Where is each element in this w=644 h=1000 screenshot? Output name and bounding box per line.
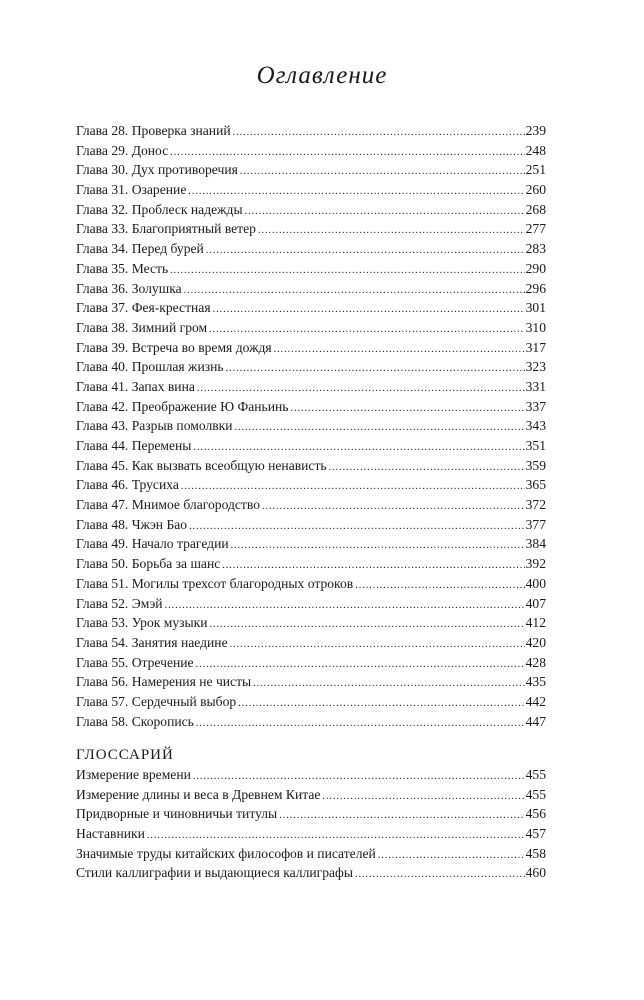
dot-leader: [233, 123, 525, 141]
glossary-entry: [76, 844, 546, 864]
toc-entry: [76, 200, 546, 220]
toc-entry-page-number: 420: [525, 634, 546, 650]
toc-entry-page-number: 251: [525, 162, 546, 178]
toc-entry-page-number: 351: [525, 438, 546, 453]
toc-entry: [76, 338, 546, 358]
toc-entry: [76, 515, 546, 535]
glossary-entry: [76, 824, 546, 844]
dot-leader: [193, 767, 525, 785]
toc-entry-page-number: 296: [525, 280, 546, 296]
dot-leader: [235, 418, 525, 436]
toc-entry-page-number: 337: [525, 398, 546, 414]
dot-leader: [230, 635, 525, 653]
dot-leader: [189, 517, 525, 535]
toc-entry: [76, 436, 546, 456]
dot-leader: [222, 556, 524, 574]
toc-entry: [76, 672, 546, 692]
toc-entry-label: Глава 31. Озарение: [76, 182, 187, 198]
dot-leader: [253, 674, 524, 692]
toc-entry-page-number: 323: [525, 359, 546, 375]
toc-entry-label: Глава 29. Донос: [76, 142, 169, 158]
dot-leader: [238, 694, 524, 712]
toc-entry-page-number: 331: [525, 378, 546, 394]
dot-leader: [279, 806, 524, 824]
toc-entry: [76, 180, 546, 200]
glossary-entry-label: Значимые труды китайских философов и писателей: [76, 845, 376, 861]
toc-entry-page-number: 317: [525, 339, 546, 355]
dot-leader: [170, 143, 524, 161]
toc-entry-page-number: 290: [525, 260, 546, 276]
dot-leader: [210, 615, 525, 633]
dot-leader: [197, 379, 525, 397]
toc-entry-page-number: 239: [525, 123, 546, 138]
toc-entry-page-number: 268: [525, 201, 546, 217]
toc-entry-label: Глава 30. Дух противоречия: [76, 162, 238, 178]
toc-entry-page-number: 447: [525, 713, 546, 729]
dot-leader: [274, 340, 525, 358]
dot-leader: [355, 576, 524, 594]
glossary-entry-page-number: 455: [525, 767, 546, 782]
toc-entry: [76, 653, 546, 673]
toc-entry-label: Глава 52. Эмэй: [76, 595, 163, 611]
toc-entry: [76, 377, 546, 397]
glossary-heading: ГЛОССАРИЙ: [76, 747, 174, 763]
toc-entry-label: Глава 53. Урок музыки: [76, 615, 208, 631]
toc-entry-label: Глава 47. Мнимое благородство: [76, 497, 260, 513]
toc-entry: [76, 318, 546, 338]
toc-entry-label: Глава 46. Трусиха: [76, 477, 179, 493]
glossary-entry-page-number: 455: [525, 786, 546, 802]
dot-leader: [355, 865, 525, 883]
toc-entry-label: Глава 48. Чжэн Бао: [76, 516, 188, 532]
toc-entry: [76, 121, 546, 141]
dot-leader: [196, 655, 525, 673]
dot-leader: [209, 320, 524, 338]
glossary-entry-label: Стили каллиграфии и выдающиеся каллиграфы: [76, 865, 353, 881]
toc-entry-label: Глава 35. Месть: [76, 260, 169, 276]
toc-entry-label: Глава 38. Зимний гром: [76, 319, 208, 335]
glossary-entry: [76, 863, 546, 883]
dot-leader: [240, 162, 525, 180]
glossary-entry: [76, 804, 546, 824]
toc-entry-label: Глава 33. Благоприятный ветер: [76, 221, 256, 237]
toc-entry-page-number: 435: [525, 674, 546, 690]
toc-entry-label: Глава 44. Перемены: [76, 438, 192, 453]
toc-entry-label: Глава 41. Запах вина: [76, 378, 195, 394]
toc-entry-label: Глава 32. Проблеск надежды: [76, 201, 243, 217]
toc-entry-page-number: 248: [525, 142, 546, 158]
dot-leader: [188, 182, 524, 200]
dot-leader: [184, 281, 525, 299]
toc-entry: [76, 475, 546, 495]
toc-entry: [76, 534, 546, 554]
dot-leader: [258, 221, 525, 239]
toc-entry-label: Глава 39. Встреча во время дождя: [76, 339, 272, 355]
dot-leader: [322, 787, 524, 805]
dot-leader: [170, 261, 524, 279]
toc-entry-page-number: 407: [525, 595, 546, 611]
toc-entry-page-number: 377: [525, 516, 546, 532]
dot-leader: [165, 596, 525, 614]
toc-entry-label: Глава 55. Отречение: [76, 654, 194, 670]
glossary-entry-page-number: 460: [525, 865, 546, 881]
toc-entry: [76, 495, 546, 515]
glossary-entry-label: Придворные и чиновничьи титулы: [76, 806, 278, 822]
toc-entry-label: Глава 58. Скоропись: [76, 713, 194, 729]
dot-leader: [206, 241, 525, 259]
toc-entry-page-number: 428: [525, 654, 546, 670]
toc-entry: [76, 219, 546, 239]
toc-entry-page-number: 384: [525, 536, 546, 552]
toc-entry-label: Глава 36. Золушка: [76, 280, 182, 296]
toc-entry-page-number: 412: [525, 615, 546, 631]
toc-entry-label: Глава 45. Как вызвать всеобщую ненависть: [76, 457, 327, 473]
toc-entry-label: Глава 37. Фея-крестная: [76, 300, 211, 316]
dot-leader: [181, 477, 525, 495]
toc-entry-page-number: 442: [525, 693, 546, 709]
toc-entry: [76, 712, 546, 732]
dot-leader: [226, 359, 525, 377]
toc-entry: [76, 160, 546, 180]
toc-entry-page-number: 310: [525, 319, 546, 335]
toc-entry: [76, 141, 546, 161]
toc-entry-page-number: 283: [525, 241, 546, 257]
toc-entry-label: Глава 51. Могилы трехсот благородных отроков: [76, 575, 354, 591]
glossary-entry-label: Наставники: [76, 826, 145, 842]
glossary-entry-page-number: 457: [525, 826, 546, 842]
page-title: Оглавление: [256, 62, 388, 89]
toc-entry: [76, 279, 546, 299]
toc-entry: [76, 456, 546, 476]
glossary-entry: [76, 765, 546, 785]
toc-entry-label: Глава 43. Разрыв помолвки: [76, 418, 233, 434]
toc-entry-page-number: 359: [525, 457, 546, 473]
toc-entry: [76, 416, 546, 436]
toc-entry: [76, 594, 546, 614]
toc-entry: [76, 633, 546, 653]
toc-entry-label: Глава 40. Прошлая жизнь: [76, 359, 224, 375]
toc-entry-label: Глава 50. Борьба за шанс: [76, 556, 221, 572]
toc-entry: [76, 298, 546, 318]
dot-leader: [147, 826, 525, 844]
dot-leader: [378, 846, 525, 864]
toc-entry: [76, 554, 546, 574]
toc-entry-page-number: 343: [525, 418, 546, 434]
toc-entry-label: Глава 49. Начало трагедии: [76, 536, 229, 552]
dot-leader: [245, 202, 525, 220]
glossary-entry-page-number: 456: [525, 806, 546, 822]
glossary-entry-label: Измерение времени: [76, 767, 191, 782]
toc-entry-page-number: 372: [525, 497, 546, 513]
toc-entry-label: Глава 54. Занятия наедине: [76, 634, 228, 650]
glossary-entry-page-number: 458: [525, 845, 546, 861]
glossary-list: [76, 765, 546, 883]
toc-entry: [76, 574, 546, 594]
dot-leader: [213, 300, 525, 318]
dot-leader: [193, 438, 524, 456]
toc-entry-label: Глава 57. Сердечный выбор: [76, 693, 237, 709]
toc-entry: [76, 239, 546, 259]
glossary-entry: [76, 785, 546, 805]
dot-leader: [262, 497, 525, 515]
toc-entry-page-number: 365: [525, 477, 546, 493]
toc-entry-label: Глава 34. Перед бурей: [76, 241, 204, 257]
toc-entry: [76, 692, 546, 712]
dot-leader: [329, 458, 525, 476]
toc-entry-label: Глава 42. Преображение Ю Фаньинь: [76, 398, 289, 414]
dot-leader: [196, 714, 525, 732]
dot-leader: [231, 536, 525, 554]
dot-leader: [291, 399, 525, 417]
glossary-entry-label: Измерение длины и веса в Древнем Китае: [76, 786, 321, 802]
toc-entry: [76, 259, 546, 279]
toc-entry: [76, 397, 546, 417]
toc-entry-page-number: 392: [525, 556, 546, 572]
toc-entry-page-number: 301: [525, 300, 546, 316]
toc-entry: [76, 613, 546, 633]
toc-entry: [76, 357, 546, 377]
toc-entry-label: Глава 56. Намерения не чисты: [76, 674, 252, 690]
toc-entry-label: Глава 28. Проверка знаний: [76, 123, 231, 138]
toc-entry-page-number: 400: [525, 575, 546, 591]
toc-entry-page-number: 260: [525, 182, 546, 198]
chapter-list: [76, 121, 546, 731]
toc-entry-page-number: 277: [525, 221, 546, 237]
